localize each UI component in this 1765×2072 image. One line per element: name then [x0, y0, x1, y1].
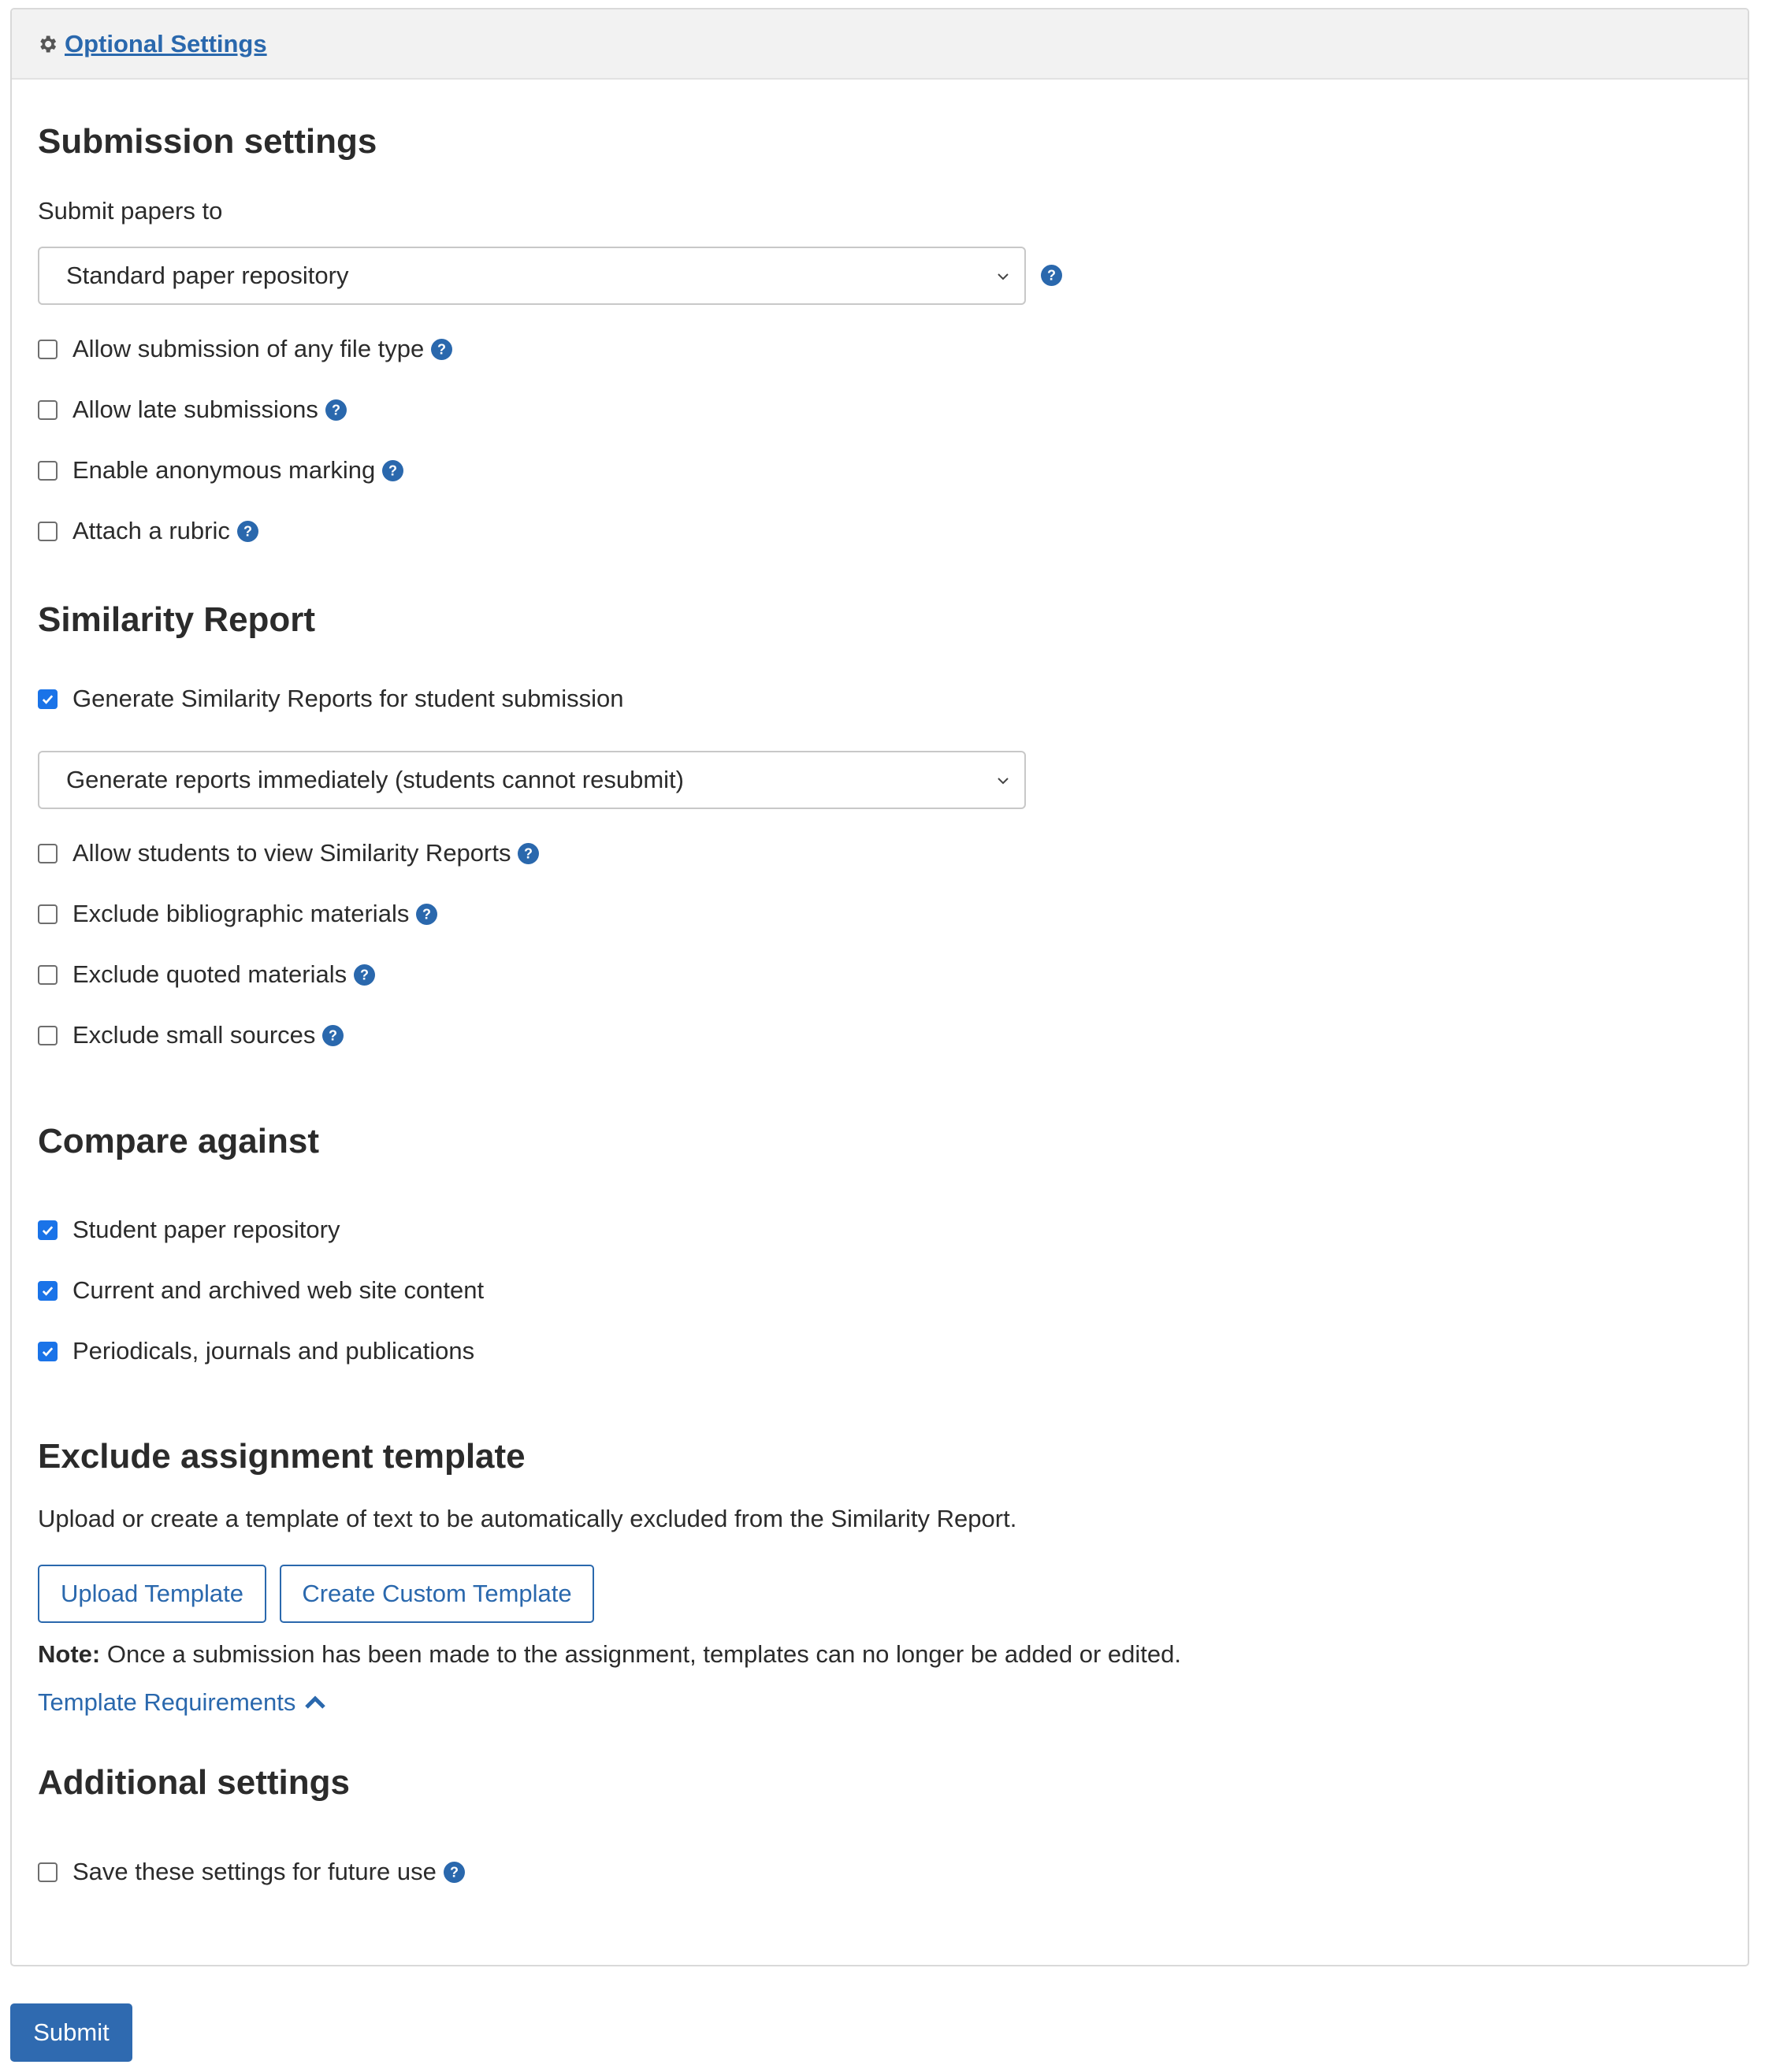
checkbox-any-file-type[interactable] [38, 333, 452, 365]
chevron-up-icon [303, 1695, 327, 1710]
checkbox[interactable] [38, 844, 58, 863]
similarity-report-heading: Similarity Report [38, 600, 316, 639]
checkbox-attach-rubric[interactable] [38, 515, 258, 547]
checkbox-checked[interactable] [38, 1220, 58, 1240]
svg-text:?: ? [331, 402, 340, 418]
template-note [38, 1640, 1181, 1669]
svg-text:?: ? [243, 523, 252, 540]
checkbox-checked[interactable] [38, 689, 58, 709]
optional-settings-label: Optional Settings [65, 29, 267, 58]
help-icon[interactable] [518, 843, 539, 864]
help-icon[interactable] [416, 904, 437, 925]
repository-select-value: Standard paper repository [66, 262, 349, 289]
create-custom-template-button[interactable]: Create Custom Template [280, 1565, 594, 1623]
exclude-template-heading: Exclude assignment template [38, 1437, 526, 1476]
checkbox-label: Current and archived web site content [72, 1276, 485, 1304]
checkbox-view-similarity[interactable] [38, 837, 539, 869]
svg-text:?: ? [388, 462, 398, 479]
help-icon[interactable] [444, 1862, 465, 1883]
help-icon[interactable] [431, 339, 452, 360]
check-icon [40, 1283, 55, 1298]
checkbox-student-paper-repository[interactable] [38, 1214, 340, 1246]
checkbox-label: Allow submission of any file type [72, 335, 425, 362]
template-description: Upload or create a template of text to be automatically excluded from the Similarity Report. [38, 1505, 1017, 1532]
submit-papers-to-label: Submit papers to [38, 197, 223, 225]
svg-text:?: ? [437, 341, 447, 358]
help-icon[interactable] [322, 1025, 344, 1046]
panel-header [12, 9, 1748, 80]
gear-icon [36, 33, 58, 55]
checkbox-web-content[interactable] [38, 1275, 484, 1306]
check-icon [40, 1223, 55, 1238]
upload-template-button[interactable]: Upload Template [38, 1565, 266, 1623]
additional-settings-heading: Additional settings [38, 1763, 350, 1802]
checkbox-label: Exclude small sources [72, 1021, 316, 1049]
checkbox[interactable] [38, 904, 58, 924]
checkbox-label: Allow students to view Similarity Reports [72, 839, 511, 867]
svg-text:?: ? [360, 967, 370, 983]
note-text: Once a submission has been made to the assignment, templates can no longer be added or edited. [106, 1640, 1181, 1668]
checkbox-label: Allow late submissions [72, 395, 318, 423]
submission-settings-heading: Submission settings [38, 122, 377, 161]
checkbox-label: Student paper repository [72, 1216, 340, 1243]
checkbox[interactable] [38, 340, 58, 359]
help-icon[interactable] [354, 964, 375, 986]
check-icon [40, 692, 55, 707]
checkbox-late-submissions[interactable] [38, 394, 347, 425]
note-prefix: Note: [38, 1640, 101, 1668]
report-timing-select[interactable] [38, 751, 1026, 809]
svg-text:?: ? [329, 1027, 338, 1044]
help-icon[interactable] [237, 521, 258, 542]
svg-text:?: ? [1047, 267, 1056, 284]
checkbox-exclude-small-sources[interactable] [38, 1019, 344, 1051]
checkbox-anonymous-marking[interactable] [38, 455, 403, 486]
checkbox-label: Exclude quoted materials [72, 960, 347, 988]
checkbox[interactable] [38, 522, 58, 541]
checkbox-save-settings[interactable] [38, 1856, 465, 1888]
repository-select[interactable] [38, 247, 1026, 305]
checkbox-exclude-bibliographic[interactable] [38, 898, 437, 930]
checkbox[interactable] [38, 1026, 58, 1045]
chevron-down-icon [994, 772, 1012, 789]
checkbox[interactable] [38, 965, 58, 985]
compare-against-heading: Compare against [38, 1122, 319, 1160]
checkbox-label: Periodicals, journals and publications [72, 1337, 475, 1365]
svg-text:?: ? [422, 906, 432, 923]
checkbox-periodicals[interactable] [38, 1335, 474, 1367]
submit-button[interactable]: Submit [10, 2003, 132, 2062]
template-requirements-link[interactable] [38, 1688, 327, 1717]
checkbox-checked[interactable] [38, 1342, 58, 1361]
checkbox-label: Exclude bibliographic materials [72, 900, 410, 927]
optional-settings-toggle[interactable] [36, 30, 267, 58]
help-icon[interactable] [325, 399, 347, 421]
report-timing-value: Generate reports immediately (students cannot resubmit) [66, 766, 684, 793]
help-icon[interactable] [382, 460, 403, 481]
checkbox-generate-similarity[interactable] [38, 683, 624, 715]
template-requirements-label: Template Requirements [38, 1688, 296, 1716]
svg-text:?: ? [524, 845, 533, 862]
checkbox[interactable] [38, 461, 58, 481]
checkbox-exclude-quoted[interactable] [38, 959, 375, 990]
svg-text:?: ? [449, 1864, 459, 1881]
chevron-down-icon [994, 268, 1012, 285]
checkbox-checked[interactable] [38, 1281, 58, 1301]
checkbox-label: Save these settings for future use [72, 1858, 437, 1885]
checkbox[interactable] [38, 400, 58, 420]
checkbox-label: Enable anonymous marking [72, 456, 376, 484]
checkbox[interactable] [38, 1862, 58, 1882]
checkbox-label: Generate Similarity Reports for student submission [72, 685, 624, 712]
help-icon[interactable] [1041, 265, 1062, 286]
check-icon [40, 1344, 55, 1359]
checkbox-label: Attach a rubric [72, 517, 230, 544]
